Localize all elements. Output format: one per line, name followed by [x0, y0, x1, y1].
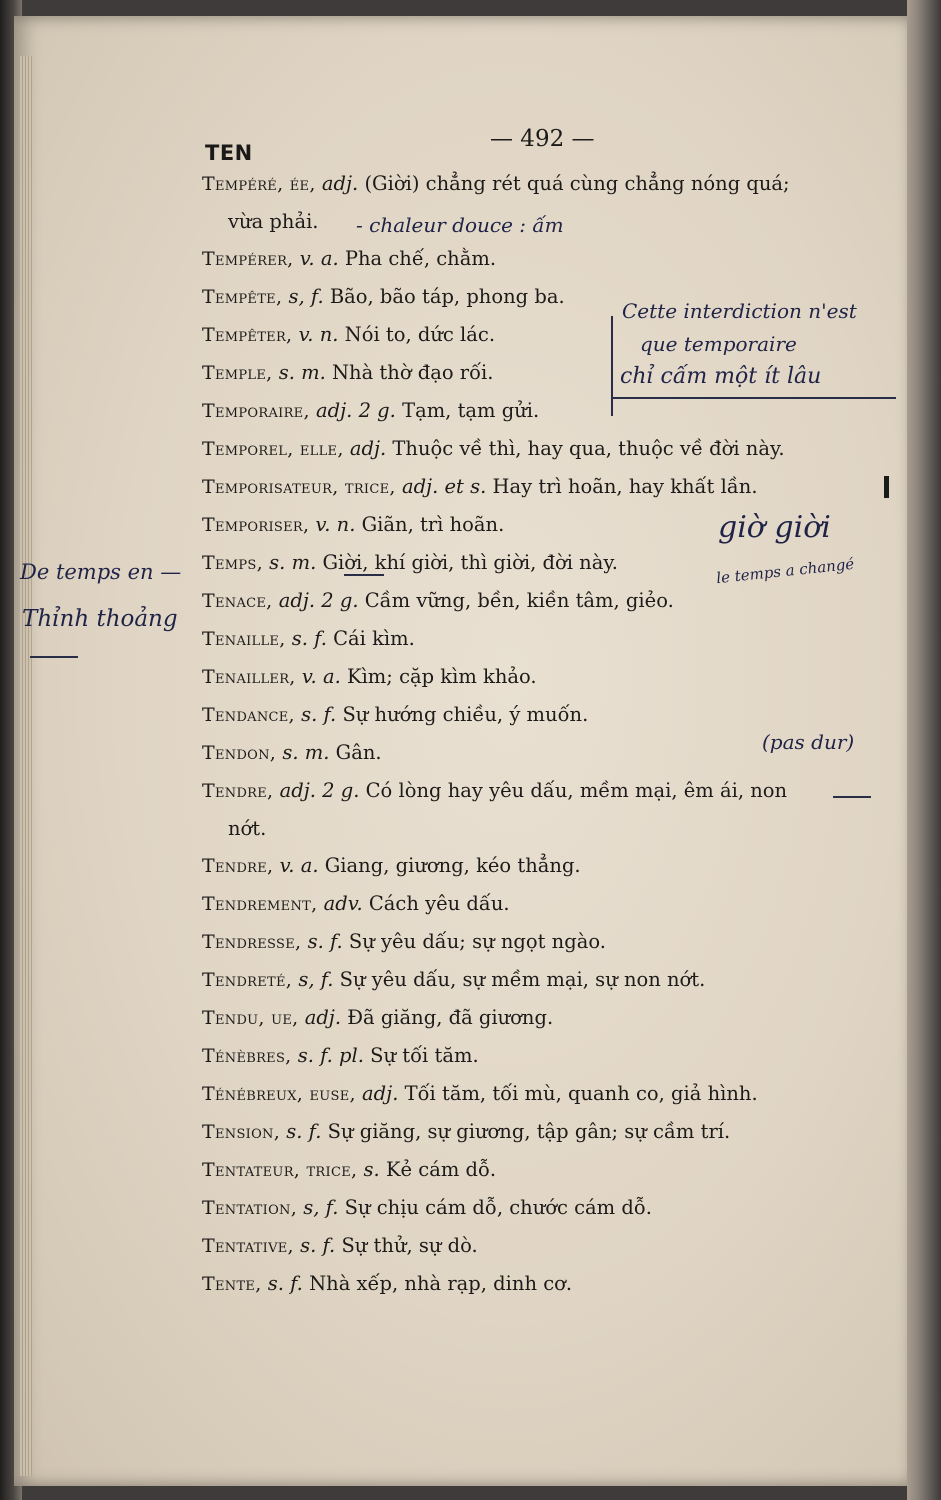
- entry-definition: Sự thử, sự dò.: [341, 1234, 478, 1257]
- entry-headword: Tendu, ue,: [202, 1007, 299, 1029]
- entry-part-of-speech: adj.: [362, 1082, 399, 1105]
- entry-definition: Sự chịu cám dỗ, chước cám dỗ.: [344, 1196, 652, 1219]
- entry-headword: Temporisateur, trice,: [202, 476, 396, 498]
- entry-part-of-speech: adj.: [349, 437, 387, 460]
- entry-definition: Sự tối tăm.: [370, 1044, 479, 1067]
- entry-part-of-speech: s. m.: [269, 551, 317, 574]
- entry-headword: Ténébreux, euse,: [202, 1083, 356, 1105]
- dictionary-entry: [202, 658, 892, 696]
- entry-headword: Tentation,: [202, 1197, 298, 1219]
- entry-headword: Temporel, elle,: [202, 438, 344, 460]
- note-bracket-horizontal: [613, 397, 896, 399]
- entry-headword: Tente,: [202, 1273, 262, 1295]
- entry-headword: Tenace,: [202, 590, 273, 612]
- entry-definition: Nói to, dức lác.: [344, 323, 496, 346]
- entry-part-of-speech: s. f.: [301, 703, 337, 726]
- entry-part-of-speech: adj. 2 g.: [278, 589, 359, 612]
- entry-part-of-speech: v. a.: [299, 247, 339, 270]
- handwritten-note-line-3: chỉ cấm một ít lâu: [620, 364, 822, 389]
- entry-definition: Kẻ cám dỗ.: [385, 1158, 497, 1181]
- entry-part-of-speech: s, f.: [288, 285, 324, 308]
- entry-definition: Tối tăm, tối mù, quanh co, giả hình.: [404, 1082, 758, 1105]
- entry-part-of-speech: s, f.: [303, 1196, 339, 1219]
- dictionary-entry: [202, 923, 892, 961]
- entry-definition: Tạm, tạm gửi.: [402, 399, 540, 422]
- entry-definition: Cách yêu dấu.: [368, 892, 510, 915]
- entry-definition: Giang, giương, kéo thẳng.: [324, 854, 581, 877]
- dictionary-entry: [202, 810, 892, 847]
- entry-headword: Tenaille,: [202, 628, 286, 650]
- entry-definition: Pha chế, chằm.: [344, 247, 497, 270]
- dictionary-entry: [202, 582, 892, 620]
- entry-part-of-speech: s. f.: [267, 1272, 303, 1295]
- dictionary-entry: [202, 772, 892, 810]
- entry-headword: Tempête,: [202, 286, 283, 308]
- entry-definition: Giời, khí giời, thì giời, đời này.: [322, 551, 618, 574]
- entry-part-of-speech: s. m.: [282, 741, 330, 764]
- entry-headword: Tempéré, ée,: [202, 173, 316, 195]
- entry-headword: Temporiser,: [202, 514, 310, 536]
- handwritten-note-chaleur: - chaleur douce : ấm: [356, 213, 564, 237]
- dictionary-entry: [202, 696, 892, 734]
- handwritten-note-gio-gioi: giờ giời: [718, 510, 831, 545]
- dictionary-entry: [202, 1189, 892, 1227]
- dictionary-entry: [202, 1113, 892, 1151]
- entry-definition: Thuộc về thì, hay qua, thuộc về đời này.: [392, 437, 785, 460]
- handwritten-note-line-2: que temporaire: [640, 332, 797, 356]
- entry-definition: Sự hướng chiều, ý muốn.: [342, 703, 589, 726]
- entry-definition: Kìm; cặp kìm khảo.: [347, 665, 537, 688]
- margin-bar-mark: [884, 476, 889, 498]
- entry-headword: Tendre,: [202, 780, 274, 802]
- entry-definition: Nhà xếp, nhà rạp, dinh cơ.: [309, 1272, 573, 1295]
- entry-headword: Tendon,: [202, 742, 277, 764]
- dictionary-entry: [202, 620, 892, 658]
- page-stack-edge: [20, 56, 32, 1476]
- entry-part-of-speech: s. m.: [278, 361, 326, 384]
- entry-headword: Tentateur, trice,: [202, 1159, 358, 1181]
- dictionary-entry: [202, 847, 892, 885]
- entry-headword: Temps,: [202, 552, 263, 574]
- dictionary-entry: [202, 1075, 892, 1113]
- entry-headword: Temple,: [202, 362, 273, 384]
- dictionary-entry: [202, 430, 892, 468]
- entry-part-of-speech: adv.: [323, 892, 363, 915]
- entry-definition: Gân.: [335, 741, 382, 764]
- entry-part-of-speech: s. f. pl.: [297, 1044, 364, 1067]
- entry-definition: Đã giăng, đã giương.: [347, 1006, 554, 1029]
- entry-part-of-speech: adj. 2 g.: [279, 779, 360, 802]
- page-number: — 492 —: [490, 126, 595, 152]
- entry-headword: Temporaire,: [202, 400, 310, 422]
- entry-headword: Tendre,: [202, 855, 274, 877]
- entry-headword: Tendrement,: [202, 893, 318, 915]
- entry-definition: (Giời) chẳng rét quá cùng chẳng nóng quá;: [364, 172, 790, 195]
- underline-gioi: [344, 574, 384, 576]
- handwritten-note-temps-change: le temps a changé: [715, 554, 856, 588]
- entry-headword: Tendreté,: [202, 969, 293, 991]
- dictionary-entry: [202, 1037, 892, 1075]
- dictionary-entry: [202, 999, 892, 1037]
- handwritten-margin-line-2: Thỉnh thoảng: [22, 606, 178, 632]
- entry-definition: Giãn, trì hoãn.: [361, 513, 505, 536]
- dictionary-entry: [202, 240, 892, 278]
- entry-headword: Ténèbres,: [202, 1045, 292, 1067]
- entry-part-of-speech: v. a.: [301, 665, 341, 688]
- entry-part-of-speech: v. a.: [279, 854, 319, 877]
- entry-definition: Sự yêu dấu, sự mềm mại, sự non nớt.: [339, 968, 706, 991]
- entry-definition: Cầm vững, bền, kiền tâm, giẻo.: [364, 589, 674, 612]
- entry-part-of-speech: v. n.: [298, 323, 339, 346]
- entry-definition: Sự giăng, sự giương, tập gân; sự cầm trí.: [327, 1120, 731, 1143]
- entry-part-of-speech: adj.: [321, 172, 359, 195]
- handwritten-margin-line-1: De temps en —: [20, 560, 182, 584]
- entry-part-of-speech: adj.: [304, 1006, 342, 1029]
- underline-non: [833, 796, 871, 798]
- entry-part-of-speech: s. f.: [300, 1234, 336, 1257]
- entry-headword: Tenailler,: [202, 666, 296, 688]
- entry-headword: Tension,: [202, 1121, 281, 1143]
- entry-definition: nớt.: [228, 817, 267, 840]
- entry-part-of-speech: s. f.: [307, 930, 343, 953]
- entry-part-of-speech: s. f.: [291, 627, 327, 650]
- handwritten-note-line-1: Cette interdiction n'est: [622, 299, 857, 323]
- dictionary-entry: [202, 961, 892, 999]
- dictionary-entry: [202, 1151, 892, 1189]
- entry-definition: Nhà thờ đạo rối.: [331, 361, 494, 384]
- entry-headword: Tendance,: [202, 704, 295, 726]
- dictionary-entry: [202, 885, 892, 923]
- entry-headword: Tempérer,: [202, 248, 294, 270]
- entry-part-of-speech: v. n.: [315, 513, 356, 536]
- entry-part-of-speech: s.: [363, 1158, 380, 1181]
- entry-definition: Có lòng hay yêu dấu, mềm mại, êm ái, non: [365, 779, 788, 802]
- entry-headword: Tentative,: [202, 1235, 294, 1257]
- dictionary-entry: [202, 1265, 892, 1303]
- handwritten-note-pas-dur: (pas dur): [762, 730, 855, 754]
- entry-part-of-speech: s, f.: [298, 968, 334, 991]
- entry-definition: Cái kìm.: [333, 627, 415, 650]
- entry-part-of-speech: adj. 2 g.: [316, 399, 396, 422]
- entry-definition: Hay trì hoãn, hay khất lần.: [492, 475, 758, 498]
- dictionary-entry: [202, 165, 892, 203]
- entry-definition: vừa phải.: [228, 210, 319, 233]
- dictionary-entry: [202, 1227, 892, 1265]
- entry-part-of-speech: s. f.: [286, 1120, 322, 1143]
- note-bracket-vertical: [611, 316, 613, 416]
- entry-definition: Sự yêu dấu; sự ngọt ngào.: [348, 930, 606, 953]
- entry-headword: Tendresse,: [202, 931, 302, 953]
- next-page-edge: [907, 0, 941, 1500]
- dictionary-entry: [202, 468, 892, 506]
- entry-definition: Bão, bão táp, phong ba.: [329, 285, 565, 308]
- running-header: TEN: [205, 141, 253, 165]
- margin-underline: [30, 656, 78, 658]
- entry-headword: Tempêter,: [202, 324, 293, 346]
- entry-part-of-speech: adj. et s.: [401, 475, 487, 498]
